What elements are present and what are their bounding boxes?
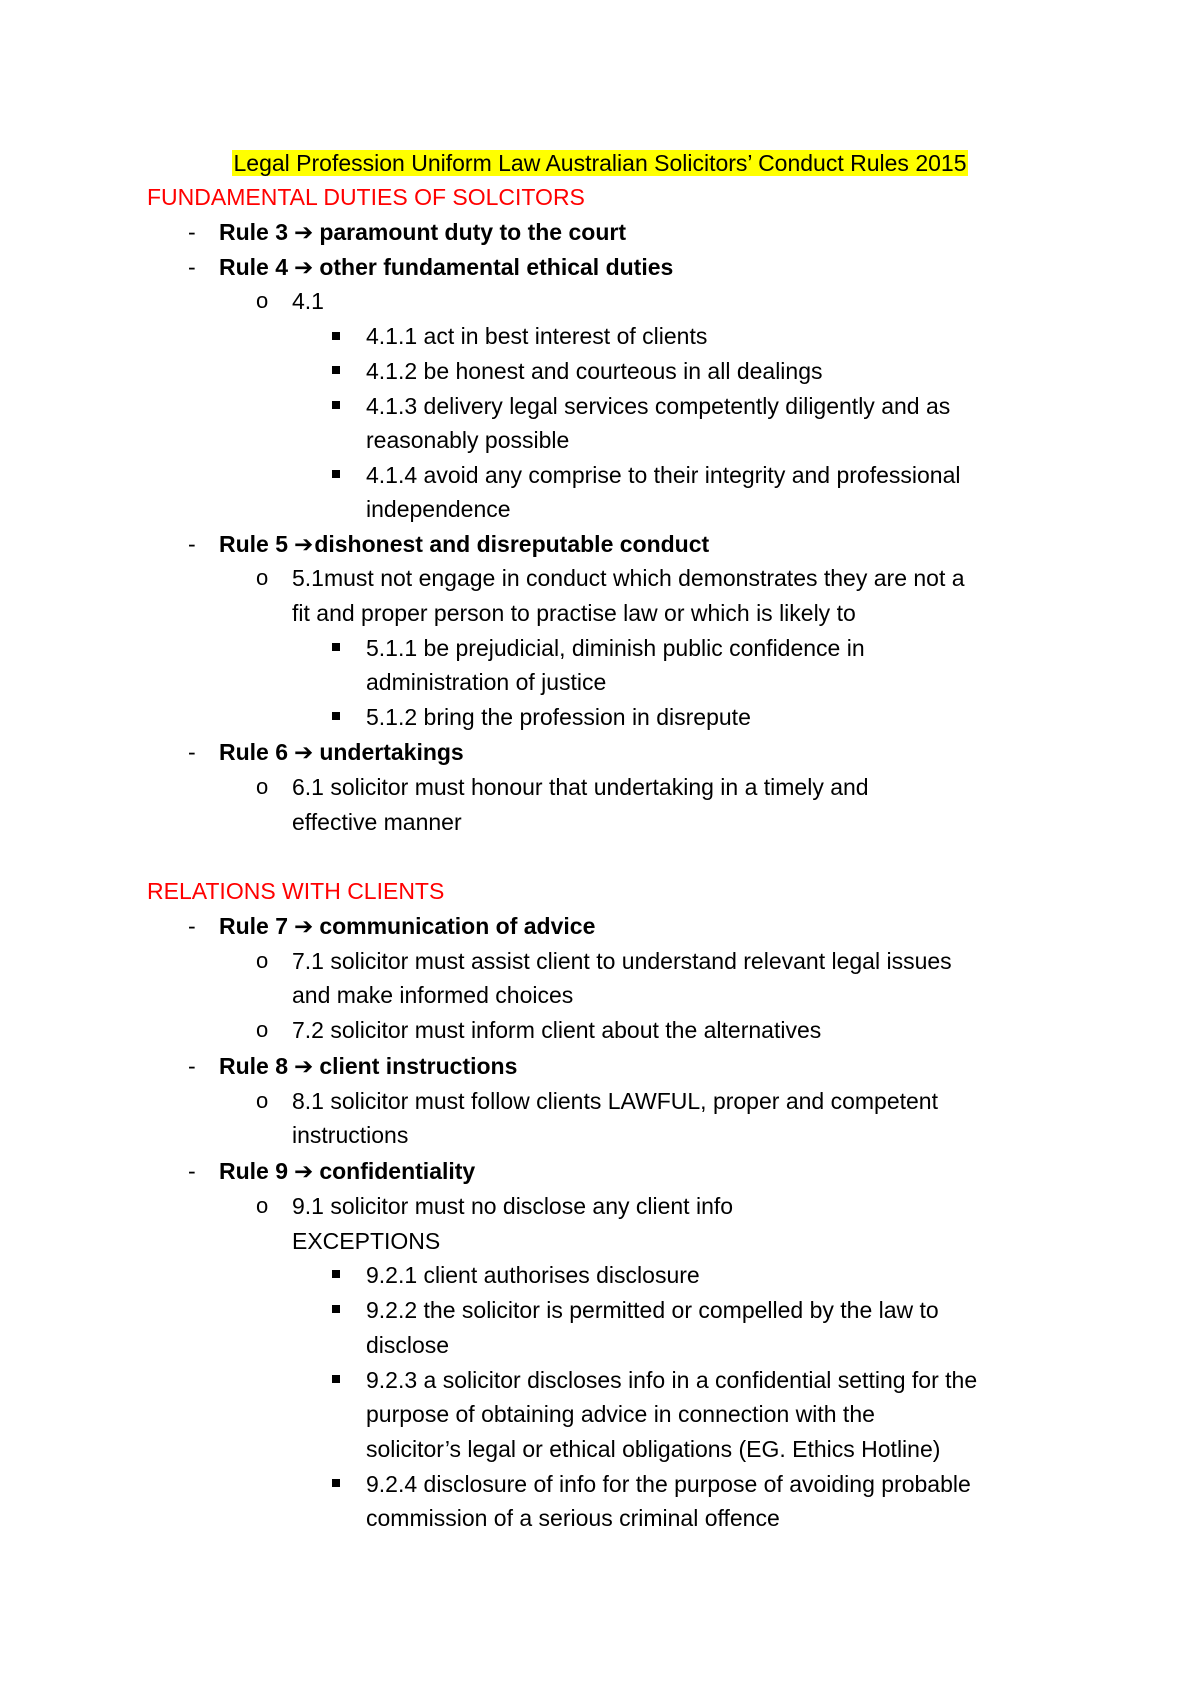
document-title: Legal Profession Uniform Law Australian Solicitors’ Conduct Rules 2015 bbox=[233, 150, 967, 176]
list-item: 4.1.4 avoid any comprise to their integrity and professional bbox=[366, 462, 961, 488]
arrow-icon: ➔ bbox=[294, 913, 314, 939]
list-item: 5.1.1 be prejudicial, diminish public confidence in bbox=[366, 635, 865, 661]
rule-6-sub-continued: effective manner bbox=[292, 809, 462, 835]
dash-bullet: - bbox=[188, 739, 196, 765]
list-item: 4.1.1 act in best interest of clients bbox=[366, 323, 708, 349]
circle-bullet: o bbox=[256, 948, 269, 973]
arrow-icon: ➔ bbox=[294, 219, 314, 245]
arrow-icon: ➔ bbox=[294, 531, 314, 557]
square-bullet bbox=[332, 643, 340, 651]
rule-9-line: Rule 9 ➔ confidentiality bbox=[219, 1158, 476, 1184]
list-item: 9.2.2 the solicitor is permitted or compelled by the law to bbox=[366, 1297, 939, 1323]
exceptions-label: EXCEPTIONS bbox=[292, 1228, 441, 1254]
circle-bullet: o bbox=[256, 1193, 269, 1218]
circle-bullet: o bbox=[256, 288, 269, 313]
circle-bullet: o bbox=[256, 1088, 269, 1113]
list-item-continued: administration of justice bbox=[366, 669, 607, 695]
rule-8-sub: 8.1 solicitor must follow clients LAWFUL, proper and competent bbox=[292, 1088, 938, 1114]
square-bullet bbox=[332, 332, 340, 340]
square-bullet bbox=[332, 1479, 340, 1487]
list-item: 5.1.2 bring the profession in disrepute bbox=[366, 704, 751, 730]
list-item: 4.1.3 delivery legal services competently diligently and as bbox=[366, 393, 951, 419]
circle-bullet: o bbox=[256, 1017, 269, 1042]
rule-7-line: Rule 7 ➔ communication of advice bbox=[219, 913, 596, 939]
rule-4-sub: 4.1 bbox=[292, 288, 324, 314]
square-bullet bbox=[332, 712, 340, 720]
rule-8-line: Rule 8 ➔ client instructions bbox=[219, 1053, 518, 1079]
rule-5-sub: 5.1must not engage in conduct which demonstrates they are not a bbox=[292, 565, 965, 591]
dash-bullet: - bbox=[188, 254, 196, 280]
dash-bullet: - bbox=[188, 531, 196, 557]
list-item: 9.2.4 disclosure of info for the purpose of avoiding probable bbox=[366, 1471, 971, 1497]
arrow-icon: ➔ bbox=[294, 1158, 314, 1184]
rule-7-sub: 7.2 solicitor must inform client about the alternatives bbox=[292, 1017, 822, 1043]
rule-6-line: Rule 6 ➔ undertakings bbox=[219, 739, 464, 765]
rule-6-sub: 6.1 solicitor must honour that undertaking in a timely and bbox=[292, 774, 869, 800]
list-item: 9.2.3 a solicitor discloses info in a confidential setting for the bbox=[366, 1367, 978, 1393]
arrow-icon: ➔ bbox=[294, 739, 314, 765]
rule-5-line: Rule 5 ➔dishonest and disreputable conduct bbox=[219, 531, 710, 557]
dash-bullet: - bbox=[188, 219, 196, 245]
rule-5-sub-continued: fit and proper person to practise law or which is likely to bbox=[292, 600, 856, 626]
circle-bullet: o bbox=[256, 565, 269, 590]
rule-9-sub: 9.1 solicitor must no disclose any client info bbox=[292, 1193, 734, 1219]
circle-bullet: o bbox=[256, 774, 269, 799]
rule-7-sub: 7.1 solicitor must assist client to understand relevant legal issues bbox=[292, 948, 952, 974]
list-item-continued: purpose of obtaining advice in connection with the bbox=[366, 1401, 875, 1427]
square-bullet bbox=[332, 366, 340, 374]
dash-bullet: - bbox=[188, 1053, 196, 1079]
section-heading-fundamental-duties: FUNDAMENTAL DUTIES OF SOLCITORS bbox=[147, 184, 585, 210]
dash-bullet: - bbox=[188, 1158, 196, 1184]
list-item-continued: independence bbox=[366, 496, 511, 522]
list-item: 9.2.1 client authorises disclosure bbox=[366, 1262, 700, 1288]
square-bullet bbox=[332, 1305, 340, 1313]
section-heading-relations-with-clients: RELATIONS WITH CLIENTS bbox=[147, 878, 445, 904]
rule-7-sub-continued: and make informed choices bbox=[292, 982, 574, 1008]
rule-4-line: Rule 4 ➔ other fundamental ethical duties bbox=[219, 254, 674, 280]
list-item-continued: reasonably possible bbox=[366, 427, 570, 453]
square-bullet bbox=[332, 1375, 340, 1383]
list-item-continued: solicitor’s legal or ethical obligations (EG. Ethics Hotline) bbox=[366, 1436, 941, 1462]
square-bullet bbox=[332, 470, 340, 478]
list-item-continued: disclose bbox=[366, 1332, 450, 1358]
rule-8-sub-continued: instructions bbox=[292, 1122, 409, 1148]
arrow-icon: ➔ bbox=[294, 1053, 314, 1079]
rule-3-line: Rule 3 ➔ paramount duty to the court bbox=[219, 219, 626, 245]
list-item: 4.1.2 be honest and courteous in all dealings bbox=[366, 358, 823, 384]
square-bullet bbox=[332, 401, 340, 409]
list-item-continued: commission of a serious criminal offence bbox=[366, 1505, 780, 1531]
dash-bullet: - bbox=[188, 913, 196, 939]
square-bullet bbox=[332, 1270, 340, 1278]
arrow-icon: ➔ bbox=[294, 254, 314, 280]
